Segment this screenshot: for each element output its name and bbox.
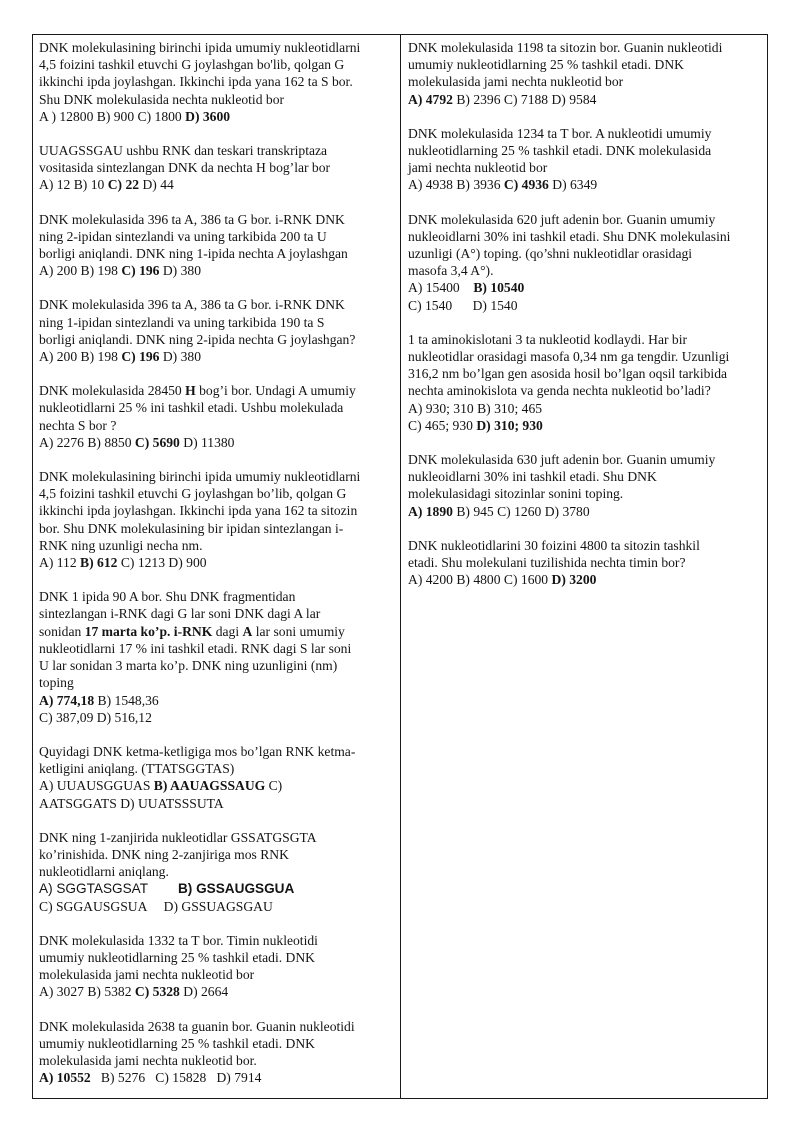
- correct-answer: D) 3200: [551, 572, 597, 588]
- correct-answer: B) GSSAUGSGUA: [177, 881, 295, 897]
- text-segment: DNK nukleotidlarini 30 foizini 4800 ta sitozin tashkil: [408, 537, 700, 553]
- text-segment: C) 387,09 D) 516,12: [39, 709, 152, 725]
- question-line: [408, 400, 762, 417]
- correct-answer: C) 196: [121, 349, 160, 365]
- text-segment: nukleoidlarni 30% ini tashkil etadi. Shu DNK molekulasini: [408, 228, 731, 244]
- question-line: [39, 777, 395, 794]
- text-segment: ning 1-ipidan sintezlandi va uning tarkibida 190 ta S: [39, 314, 325, 330]
- text-segment: 316,2 nm bo’lgan gen asosida hosil bo’lgan oqsil tarkibida: [408, 366, 728, 382]
- question-line: [39, 949, 395, 966]
- correct-answer: C) 5690: [134, 434, 180, 450]
- question-line: [408, 159, 762, 176]
- question-line: [408, 297, 762, 314]
- text-segment: A) 200 B) 198: [39, 349, 122, 365]
- text-segment: D) 6349: [548, 177, 598, 193]
- question-line: [39, 692, 395, 709]
- correct-answer: C) 4936: [503, 177, 549, 193]
- question-line: [408, 91, 762, 108]
- question-block: [39, 468, 395, 571]
- question-line: [39, 262, 395, 279]
- correct-answer: H: [185, 383, 196, 399]
- question-block: [39, 932, 395, 1001]
- question-line: [408, 537, 762, 554]
- correct-answer: D) 3600: [185, 108, 231, 124]
- text-segment: nukleotidlarning 25 % tashkil etadi. DNK molekulasida: [408, 143, 712, 159]
- text-segment: A) 4200 B) 4800 C) 1600: [408, 572, 552, 588]
- question-block: [408, 537, 762, 589]
- text-segment: A) 12 B) 10: [39, 177, 108, 193]
- text-segment: DNK molekulasida 620 juft adenin bor. Guanin umumiy: [408, 211, 716, 227]
- question-line: [39, 142, 395, 159]
- question-line: [39, 314, 395, 331]
- question-line: [408, 365, 762, 382]
- question-line: [39, 623, 395, 640]
- text-segment: D) 2664: [179, 984, 229, 1000]
- text-segment: A) 3027 B) 5382: [39, 984, 135, 1000]
- text-segment: Quyidagi DNK ketma-ketligiga mos bo’lgan RNK ketma-: [39, 743, 356, 759]
- correct-answer: D) 310; 930: [476, 417, 543, 433]
- text-segment: DNK molekulasining birinchi ipida umumiy nukleotidlarni: [39, 469, 361, 485]
- text-segment: 4,5 foizini tashkil etuvchi G joylashgan bo’lib, qolgan G: [39, 486, 347, 502]
- question-line: [39, 159, 395, 176]
- question-line: [39, 588, 395, 605]
- text-segment: ko’rinishida. DNK ning 2-zanjiriga mos RNK: [39, 846, 289, 862]
- question-line: [408, 176, 762, 193]
- question-line: [408, 571, 762, 588]
- text-segment: DNK 1 ipida 90 A bor. Shu DNK fragmentidan: [39, 589, 296, 605]
- question-line: [39, 331, 395, 348]
- text-segment: C): [265, 778, 283, 794]
- question-line: [39, 863, 395, 880]
- question-line: [408, 382, 762, 399]
- text-segment: C) 1540 D) 1540: [408, 297, 518, 313]
- text-segment: nukleoidlarni 30% ini tashkil etadi. Shu DNK: [408, 469, 657, 485]
- text-segment: ikkinchi ipda joylashgan. Ikkinchi ipda yana 162 ta S bor.: [39, 74, 353, 90]
- question-line: [39, 657, 395, 674]
- text-segment: DNK ning 1-zanjirida nukleotidlar GSSATGSGTA: [39, 829, 317, 845]
- text-segment: molekulasida jami nechta nukleotid bor: [408, 74, 624, 90]
- question-line: [39, 1018, 395, 1035]
- question-line: [39, 245, 395, 262]
- text-segment: DNK molekulasida 2638 ta guanin bor. Guanin nukleotidi: [39, 1018, 355, 1034]
- question-line: [39, 1069, 395, 1086]
- question-line: [39, 846, 395, 863]
- question-line: [408, 468, 762, 485]
- text-segment: jami nechta nukleotid bor: [408, 160, 548, 176]
- question-line: [408, 331, 762, 348]
- question-block: [408, 125, 762, 194]
- question-block: [39, 39, 395, 125]
- question-block: [39, 1018, 395, 1087]
- question-line: [408, 39, 762, 56]
- text-segment: DNK molekulasida 1198 ta sitozin bor. Guanin nukleotidi: [408, 40, 723, 55]
- text-segment: uzunligi (A°) toping. (qo’shni nukleotidlar orasidagi: [408, 246, 693, 262]
- question-line: [408, 228, 762, 245]
- question-block: [39, 829, 395, 915]
- question-line: [39, 39, 395, 56]
- text-segment: sintezlangan i-RNK dagi G lar soni DNK dagi A lar: [39, 606, 321, 622]
- question-line: [39, 520, 395, 537]
- text-segment: A ) 12800 B) 900 C) 1800: [39, 108, 186, 124]
- text-segment: ketligini aniqlang. (TTATSGGTAS): [39, 761, 235, 777]
- question-line: [39, 709, 395, 726]
- text-segment: nukleotidlar orasidagi masofa 0,34 nm ga tengdir. Uzunligi: [408, 349, 730, 365]
- text-segment: 4,5 foizini tashkil etuvchi G joylashgan bo'lib, qolgan G: [39, 57, 345, 73]
- text-segment: UUAGSSGAU ushbu RNK dan teskari transkriptaza: [39, 143, 328, 159]
- text-segment: molekulasida jami nechta nukleotid bor.: [39, 1052, 257, 1068]
- text-segment: toping: [39, 675, 74, 691]
- text-segment: ikkinchi ipda joylashgan. Ikkinchi ipda yana 162 ta sitozin: [39, 503, 358, 519]
- question-line: [39, 966, 395, 983]
- question-line: [408, 485, 762, 502]
- question-line: [39, 829, 395, 846]
- correct-answer: A: [242, 623, 253, 639]
- text-segment: nukleotidlarni aniqlang.: [39, 864, 169, 880]
- text-segment: A) SGGTASGSAT: [39, 881, 178, 897]
- text-segment: nukleotidlarni 25 % ini tashkil etadi. Ushbu molekulada: [39, 400, 344, 416]
- question-line: [408, 211, 762, 228]
- text-segment: DNK molekulasida 396 ta A, 386 ta G bor. i-RNK DNK: [39, 211, 345, 227]
- text-segment: umumiy nukleotidlarning 25 % tashkil etadi. DNK: [39, 949, 315, 965]
- question-block: [39, 743, 395, 812]
- text-segment: umumiy nukleotidlarning 25 % tashkil etadi. DNK: [39, 1035, 315, 1051]
- text-segment: U lar sonidan 3 marta ko’p. DNK ning uzunligini (nm): [39, 658, 338, 674]
- text-segment: ning 2-ipidan sintezlandi va uning tarkibida 200 ta U: [39, 228, 327, 244]
- text-segment: A) UUAUSGGUAS: [39, 778, 154, 794]
- question-line: [408, 348, 762, 365]
- text-segment: AATSGGATS D) UUATSSSUTA: [39, 795, 224, 811]
- question-line: [39, 485, 395, 502]
- text-segment: umumiy nukleotidlarning 25 % tashkil etadi. DNK: [408, 57, 684, 73]
- question-line: [39, 73, 395, 90]
- text-segment: dagi: [212, 623, 243, 639]
- question-line: [39, 880, 395, 897]
- question-line: [39, 898, 395, 915]
- question-line: [39, 674, 395, 691]
- correct-answer: B) AAUAGSSAUG: [153, 778, 266, 794]
- correct-answer: C) 22: [107, 177, 140, 193]
- question-line: [39, 296, 395, 313]
- correct-answer: A) 774,18: [39, 692, 95, 708]
- question-line: [39, 382, 395, 399]
- text-segment: RNK ning uzunligi necha nm.: [39, 537, 203, 553]
- correct-answer: C) 196: [121, 263, 160, 279]
- question-line: [39, 91, 395, 108]
- text-segment: sonidan: [39, 623, 85, 639]
- text-segment: bog’i bor. Undagi A umumiy: [195, 383, 356, 399]
- text-segment: D) 380: [159, 263, 202, 279]
- text-segment: B) 2396 C) 7188 D) 9584: [452, 91, 597, 107]
- question-line: [39, 211, 395, 228]
- text-segment: DNK molekulasida 396 ta A, 386 ta G bor. i-RNK DNK: [39, 297, 345, 313]
- worksheet-page: [32, 34, 768, 1099]
- text-segment: A) 15400: [408, 280, 474, 296]
- question-line: [39, 468, 395, 485]
- text-segment: borligi aniqlandi. DNK ning 1-ipida nechta A joylashgan: [39, 246, 348, 262]
- question-line: [39, 348, 395, 365]
- text-segment: molekulasida jami nechta nukleotid bor: [39, 967, 255, 983]
- question-block: [39, 211, 395, 280]
- text-segment: DNK molekulasining birinchi ipida umumiy nukleotidlarni: [39, 40, 361, 55]
- text-segment: borligi aniqlandi. DNK ning 2-ipida nechta G joylashgan?: [39, 331, 356, 347]
- left-column: [33, 35, 401, 1098]
- text-segment: D) 44: [139, 177, 174, 193]
- text-segment: nukleotidlarni 17 % ini tashkil etadi. RNK dagi S lar soni: [39, 640, 352, 656]
- text-segment: C) 465; 930: [408, 417, 477, 433]
- question-line: [39, 537, 395, 554]
- text-segment: nechta S bor ?: [39, 417, 117, 433]
- text-segment: nechta aminokislota va genda nechta nukleotid bo’ladi?: [408, 383, 711, 399]
- question-line: [39, 760, 395, 777]
- text-segment: D) 11380: [179, 434, 235, 450]
- correct-answer: B) 612: [80, 555, 118, 571]
- question-line: [39, 640, 395, 657]
- question-line: [408, 451, 762, 468]
- question-line: [408, 245, 762, 262]
- text-segment: etadi. Shu molekulani tuzilishida nechta timin bor?: [408, 555, 686, 571]
- text-segment: B) 1548,36: [94, 692, 159, 708]
- question-line: [39, 502, 395, 519]
- question-line: [408, 56, 762, 73]
- question-line: [39, 176, 395, 193]
- question-line: [39, 228, 395, 245]
- question-line: [408, 142, 762, 159]
- text-segment: B) 945 C) 1260 D) 3780: [452, 503, 590, 519]
- right-column: [401, 35, 767, 1098]
- question-line: [408, 73, 762, 90]
- text-segment: B) 5276 C) 15828 D) 7914: [90, 1070, 262, 1086]
- question-block: [408, 39, 762, 108]
- text-segment: A) 200 B) 198: [39, 263, 122, 279]
- correct-answer: A) 10552: [39, 1070, 91, 1086]
- question-line: [39, 1035, 395, 1052]
- question-line: [408, 279, 762, 296]
- correct-answer: A) 1890: [408, 503, 453, 519]
- correct-answer: C) 5328: [134, 984, 180, 1000]
- question-block: [39, 296, 395, 365]
- question-line: [408, 503, 762, 520]
- question-block: [408, 211, 762, 314]
- text-segment: vositasida sintezlangan DNK da nechta H bog’lar bor: [39, 160, 331, 176]
- question-line: [39, 417, 395, 434]
- question-line: [39, 743, 395, 760]
- text-segment: DNK molekulasida 1234 ta T bor. A nukleotidi umumiy: [408, 125, 712, 141]
- text-segment: D) 380: [159, 349, 202, 365]
- question-block: [408, 331, 762, 434]
- question-line: [39, 932, 395, 949]
- text-segment: molekulasidagi sitozinlar sonini toping.: [408, 486, 624, 502]
- question-line: [408, 262, 762, 279]
- question-line: [408, 125, 762, 142]
- text-segment: DNK molekulasida 1332 ta T bor. Timin nukleotidi: [39, 932, 318, 948]
- text-segment: masofa 3,4 A°).: [408, 263, 494, 279]
- question-line: [39, 605, 395, 622]
- text-segment: DNK molekulasida 630 juft adenin bor. Guanin umumiy: [408, 452, 716, 468]
- question-block: [39, 588, 395, 726]
- question-line: [408, 417, 762, 434]
- text-segment: A) 112: [39, 555, 81, 571]
- text-segment: lar soni umumiy: [252, 623, 345, 639]
- question-block: [408, 451, 762, 520]
- text-segment: 1 ta aminokislotani 3 ta nukleotid kodlaydi. Har bir: [408, 331, 687, 347]
- question-line: [39, 399, 395, 416]
- question-line: [39, 56, 395, 73]
- text-segment: C) 1213 D) 900: [117, 555, 207, 571]
- text-segment: bor. Shu DNK molekulasining bir ipidan sintezlangan i-: [39, 520, 344, 536]
- question-line: [39, 983, 395, 1000]
- question-line: [408, 554, 762, 571]
- text-segment: C) SGGAUSGSUA D) GSSUAGSGAU: [39, 898, 273, 914]
- question-line: [39, 434, 395, 451]
- text-segment: DNK molekulasida 28450: [39, 383, 186, 399]
- question-block: [39, 382, 395, 451]
- text-segment: A) 4938 B) 3936: [408, 177, 504, 193]
- correct-answer: 17 marta ko’p. i-RNK: [84, 623, 213, 639]
- text-segment: A) 2276 B) 8850: [39, 434, 135, 450]
- text-segment: Shu DNK molekulasida nechta nukleotid bor: [39, 91, 285, 107]
- question-line: [39, 554, 395, 571]
- question-line: [39, 108, 395, 125]
- question-line: [39, 1052, 395, 1069]
- correct-answer: A) 4792: [408, 91, 453, 107]
- correct-answer: B) 10540: [473, 280, 525, 296]
- question-block: [39, 142, 395, 194]
- question-line: [39, 795, 395, 812]
- text-segment: A) 930; 310 B) 310; 465: [408, 400, 543, 416]
